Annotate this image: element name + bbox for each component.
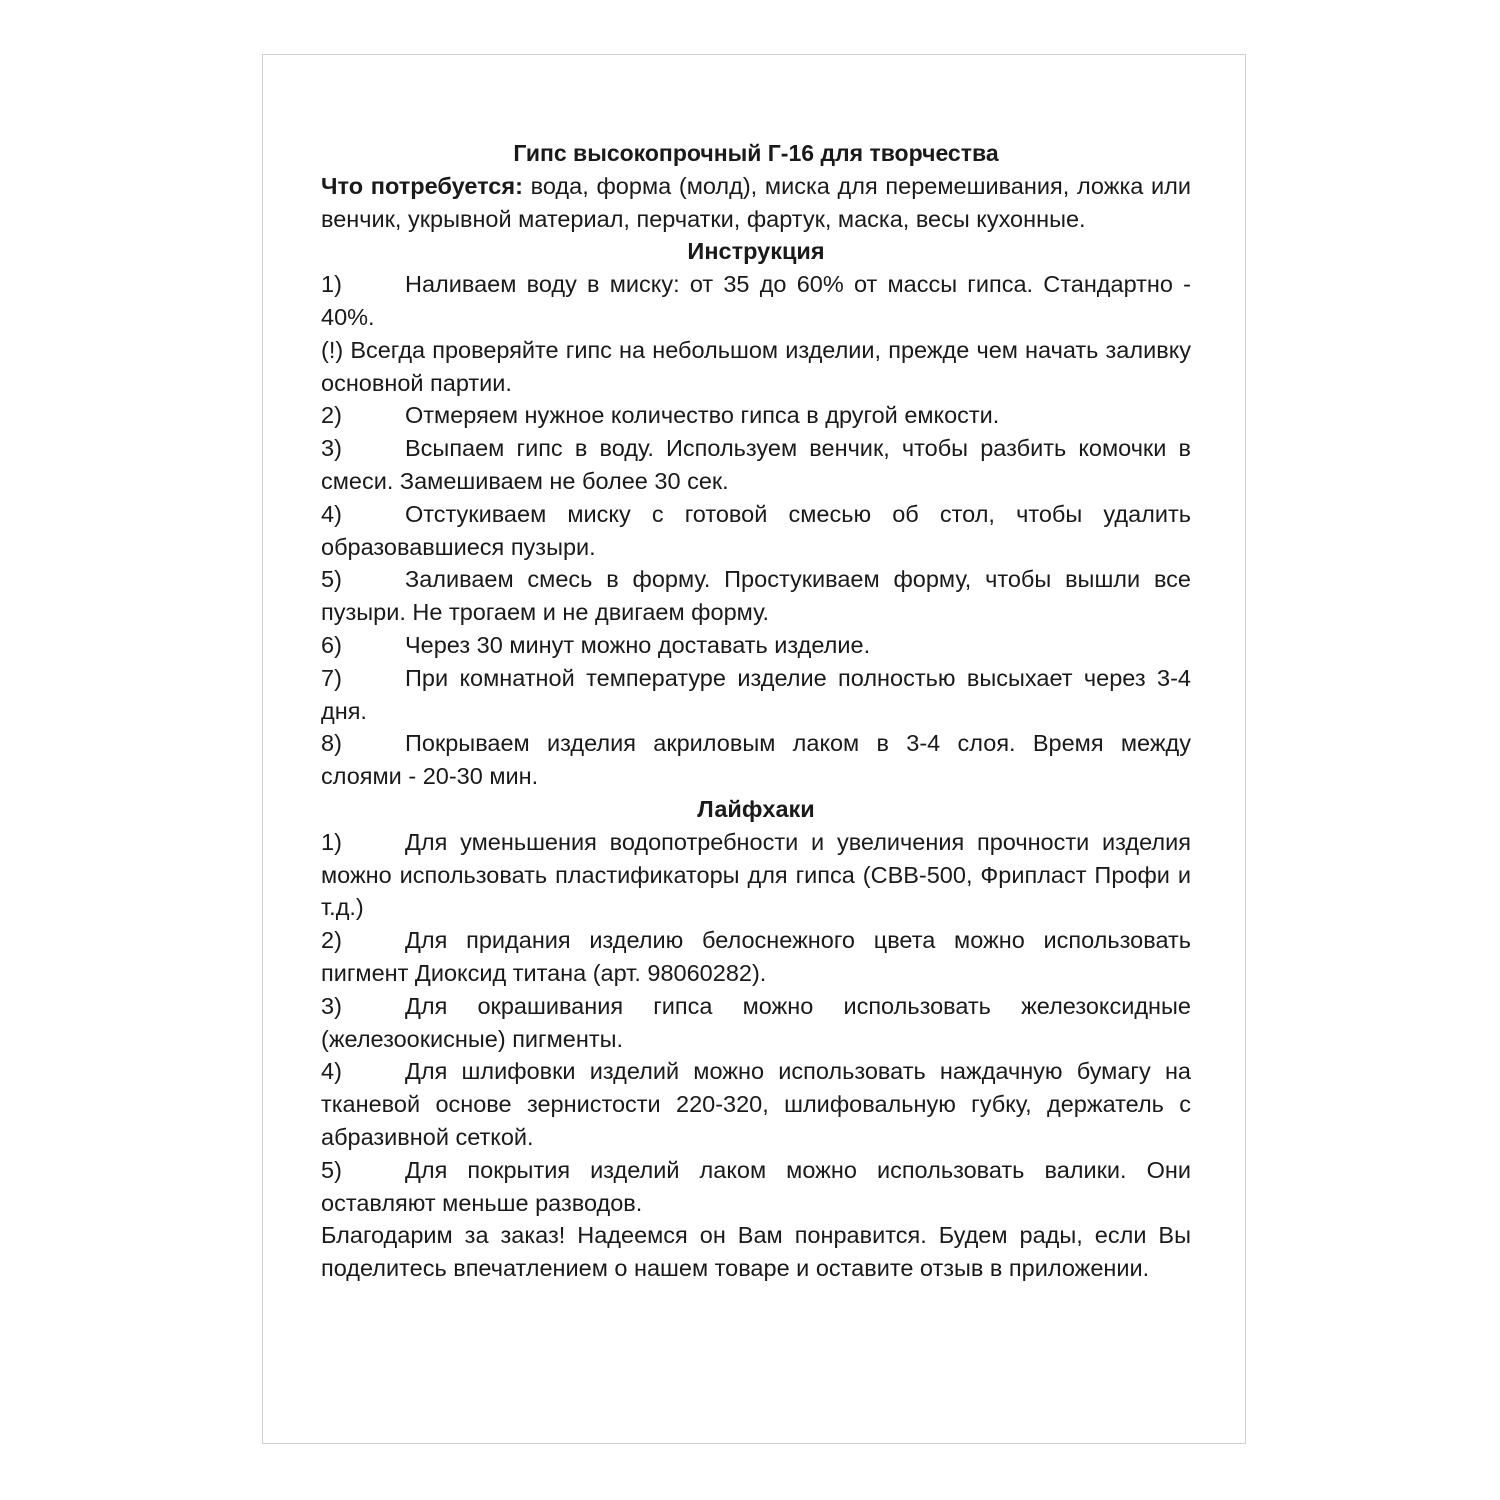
instruction-item-number: 8) (321, 730, 342, 757)
instruction-item-4 (321, 498, 1191, 564)
instruction-item-text: Заливаем смесь в форму. Простукиваем форму, чтобы вышли все пузыри. Не трогаем и не двигаем форму. (321, 566, 1191, 626)
instruction-item-text: Всыпаем гипс в воду. Используем венчик, чтобы разбить комочки в смеси. Замешиваем не более 30 сек. (321, 435, 1191, 494)
lifehack-item-number: 2) (321, 927, 342, 954)
lifehack-item-1 (321, 826, 1191, 924)
instruction-item-text: Отстукиваем миску с готовой смесью об стол, чтобы удалить образовавшиеся пузыри. (321, 500, 1191, 560)
instruction-item-number: 2) (321, 402, 342, 429)
instruction-item-text: Через 30 минут можно доставать изделие. (405, 631, 871, 658)
lifehack-item-number: 1) (321, 828, 342, 855)
instruction-item-6 (321, 629, 1191, 662)
instruction-item-number: 1) (321, 271, 342, 298)
requirements-paragraph (321, 170, 1191, 236)
sheet-content (321, 137, 1191, 1285)
lifehack-item-text: Для уменьшения водопотребности и увеличения прочности изделия можно использовать пластификаторы для гипса (СВВ-500, Фрипласт Профи и т.д.) (321, 828, 1191, 921)
requirements-label: Что потребуется: (321, 172, 523, 199)
instruction-item-text: Покрываем изделия акриловым лаком в 3-4 слоя. Время между слоями - 20-30 мин. (321, 730, 1191, 790)
instruction-item-number: 4) (321, 500, 342, 527)
instruction-heading: Инструкция (687, 238, 825, 265)
instruction-item-text: Наливаем воду в миску: от 35 до 60% от массы гипса. Стандартно - 40%. (321, 271, 1191, 330)
instruction-item-3 (321, 432, 1191, 498)
instruction-item-number: 7) (321, 664, 342, 691)
instruction-item-7 (321, 662, 1191, 728)
lifehack-item-text: Для придания изделию белоснежного цвета можно использовать пигмент Диоксид титана (арт. 98060282). (321, 927, 1191, 986)
instruction-item-number: 6) (321, 631, 342, 658)
lifehack-item-text: Для покрытия изделий лаком можно использовать валики. Они оставляют меньше разводов. (321, 1156, 1191, 1216)
lifehack-item-3 (321, 990, 1191, 1056)
instruction-item-1 (321, 268, 1191, 334)
lifehack-item-number: 4) (321, 1058, 342, 1085)
lifehack-item-text: Для шлифовки изделий можно использовать наждачную бумагу на тканевой основе зернистости 220-320, шлифовальную губку, держатель с абразивной сеткой. (321, 1058, 1191, 1150)
instruction-item-5 (321, 563, 1191, 629)
instruction-note: (!) Всегда проверяйте гипс на небольшом изделии, прежде чем начать заливку основной партии. (321, 336, 1191, 396)
instruction-item-text: При комнатной температуре изделие полностью высыхает через 3-4 дня. (321, 664, 1191, 724)
lifehack-item-number: 3) (321, 992, 342, 1019)
instruction-item-2 (321, 399, 1191, 432)
instruction-sheet (262, 54, 1246, 1444)
closing-paragraph: Благодарим за заказ! Надеемся он Вам понравится. Будем рады, если Вы поделитесь впечатлением о нашем товаре и оставите отзыв в приложении. (321, 1222, 1191, 1282)
lifehack-item-5 (321, 1154, 1191, 1220)
instruction-item-text: Отмеряем нужное количество гипса в другой емкости. (405, 402, 1000, 429)
lifehack-item-number: 5) (321, 1156, 342, 1183)
instruction-item-number: 5) (321, 566, 342, 593)
lifehacks-heading: Лайфхаки (697, 795, 815, 822)
requirements-text: вода, форма (молд), миска для перемешивания, ложка или венчик, укрывной материал, перчатки, фартук, маска, весы кухонные. (321, 172, 1192, 232)
lifehack-item-4 (321, 1055, 1191, 1153)
instruction-item-8 (321, 727, 1191, 793)
instruction-item-number: 3) (321, 435, 342, 462)
document-title: Гипс высокопрочный Г-16 для творчества (513, 140, 999, 166)
lifehack-item-text: Для окрашивания гипса можно использовать железоксидные (железоокисные) пигменты. (321, 992, 1191, 1052)
lifehack-item-2 (321, 924, 1191, 990)
